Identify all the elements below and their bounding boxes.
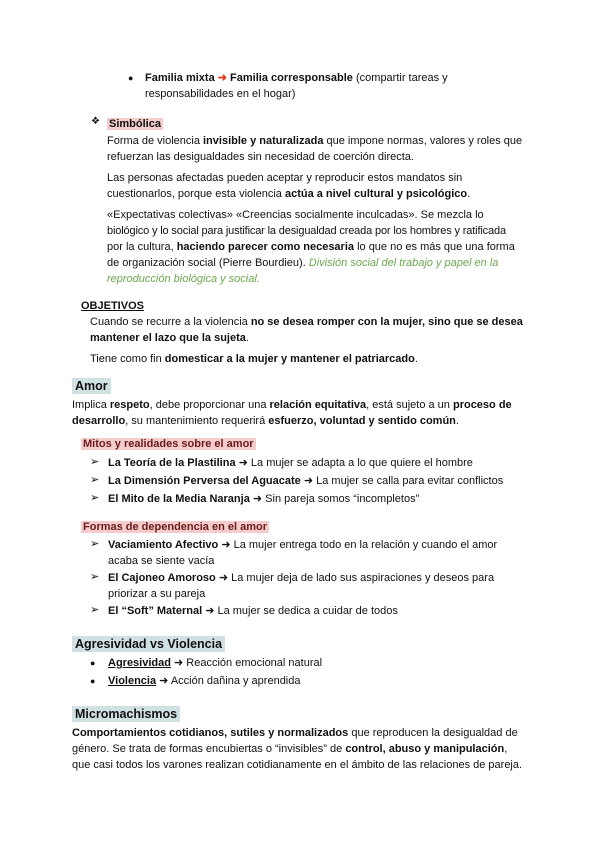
formas-item-2-line1 — [108, 570, 494, 586]
agresividad-item-1 — [108, 655, 322, 671]
text-run: La mujer se adapta a lo que quiere el hombre — [247, 457, 473, 469]
amor-heading — [72, 378, 111, 395]
bullet-dot-icon: ● — [90, 658, 96, 668]
bold-run: Agresividad — [108, 657, 171, 669]
bold-run: invisible y naturalizada — [203, 135, 324, 147]
familia-bold-a: Familia mixta — [145, 72, 215, 84]
bullet-dot-icon: ● — [128, 73, 134, 83]
text-run: Forma de violencia — [107, 135, 203, 147]
text-run: Implica — [72, 399, 110, 411]
simbolica-heading — [107, 116, 163, 132]
bold-run: Comportamientos cotidianos, sutiles y normalizados — [72, 727, 349, 739]
text-run: por la cultura, — [107, 241, 177, 253]
bold-run: esfuerzo, voluntad y sentido común — [268, 415, 456, 427]
agresividad-heading — [72, 636, 225, 653]
text-run: de organización social (Pierre Bourdieu). — [107, 257, 309, 269]
text-run: , su mantenimiento requerirá — [125, 415, 269, 427]
micro-line2 — [72, 741, 507, 757]
text-run: que impone normas, valores y roles que — [323, 135, 523, 147]
formas-heading — [81, 519, 269, 535]
text-run: La mujer entrega todo en la relación y cuando el amor — [230, 539, 498, 551]
arrow-icon: ➜ — [159, 675, 169, 687]
bold-run: relación equitativa — [269, 399, 367, 411]
red-arrow-icon: ➜ — [217, 72, 227, 84]
bold-run: La Dimensión Perversa del Aguacate — [108, 475, 301, 487]
simbolica-p3-line5: reproducción biológica y social. — [107, 273, 260, 285]
objetivos-p2 — [90, 351, 418, 367]
amor-title: Amor — [72, 378, 111, 394]
formas-item-1-line2: acaba se siente vacía — [108, 555, 215, 567]
text-run: , está sujeto a un — [366, 399, 453, 411]
familia-line1 — [145, 70, 448, 86]
bold-run: El Cajoneo Amoroso — [108, 572, 216, 584]
bold-run: La Teoría de la Plastilina — [108, 457, 236, 469]
simbolica-p2-line2 — [107, 186, 470, 202]
text-run: Cuando se recurre a la violencia — [90, 316, 251, 328]
mitos-item-1 — [108, 455, 473, 471]
bold-run: actúa a nivel cultural y psicológico — [284, 188, 468, 200]
micro-title: Micromachismos — [72, 706, 180, 722]
arrow-icon: ➜ — [252, 493, 263, 505]
text-run: género. Se trata de formas encubiertas o “invisibles” de — [72, 743, 346, 755]
text-run: cuestionarlos, porque esta violencia — [107, 188, 285, 200]
text-run: Acción dañina y aprendida — [168, 675, 301, 687]
arrow-icon: ➜ — [221, 539, 231, 551]
mitos-title: Mitos y realidades sobre el amor — [83, 438, 254, 450]
arrow-icon: ➜ — [174, 657, 184, 669]
micro-line3: que casi todos los varones realizan cotidianamente en el ámbito de las relaciones de pareja. — [72, 759, 523, 771]
text-run: . — [245, 332, 249, 344]
arrowhead-bullet-icon: ➢ — [90, 456, 100, 468]
bold-run: El Mito de la Media Naranja — [108, 493, 250, 505]
bold-run: El “Soft” Maternal — [108, 605, 203, 617]
text-run: Sin pareja somos “incompletos” — [262, 493, 420, 505]
arrow-icon: ➜ — [238, 457, 248, 469]
arrow-icon: ➜ — [205, 605, 215, 617]
amor-p-line1 — [72, 397, 512, 413]
simbolica-title: Simbólica — [109, 118, 161, 130]
bold-run: haciendo parecer como necesaria — [176, 241, 355, 253]
simbolica-p3-line4 — [107, 255, 498, 271]
agresividad-item-2 — [108, 673, 301, 689]
text-run: . — [467, 188, 471, 200]
diamond-bullet-icon: ❖ — [91, 116, 100, 127]
text-run: . — [414, 353, 418, 365]
mitos-item-3 — [108, 491, 419, 507]
mitos-item-2 — [108, 473, 503, 489]
bold-run: domesticar a la mujer y mantener el patriarcado — [164, 353, 415, 365]
familia-rest: (compartir tareas y — [352, 72, 448, 84]
text-run: . — [455, 415, 459, 427]
formas-title: Formas de dependencia en el amor — [83, 521, 268, 533]
objetivos-heading — [81, 298, 144, 314]
arrowhead-bullet-icon: ➢ — [90, 538, 100, 550]
bold-run: control, abuso y manipulación — [345, 743, 505, 755]
objetivos-title: OBJETIVOS — [81, 300, 144, 312]
familia-bold-b: Familia corresponsable — [230, 72, 353, 84]
familia-line2: responsabilidades en el hogar) — [145, 88, 296, 100]
bold-run: desarrollo — [72, 415, 126, 427]
simbolica-p1-line1 — [107, 133, 522, 149]
arrow-icon: ➜ — [303, 475, 314, 487]
objetivos-p1-line1 — [90, 314, 523, 330]
arrowhead-bullet-icon: ➢ — [90, 604, 100, 616]
text-run: La mujer deja de lado sus aspiraciones y deseos para — [228, 572, 495, 584]
simbolica-p2-line1: Las personas afectadas pueden aceptar y reproducir estos mandatos sin — [107, 172, 463, 184]
micro-line1 — [72, 725, 518, 741]
bold-run: Violencia — [108, 675, 157, 687]
simbolica-p3-line2: biológico y lo social para justificar la desigualdad creada por los hombres y ratificada — [107, 225, 506, 237]
bullet-dot-icon: ● — [90, 676, 96, 686]
bold-run: mantener el lazo que la sujeta — [90, 332, 246, 344]
mitos-heading — [81, 436, 256, 452]
objetivos-p1-line2 — [90, 330, 249, 346]
formas-item-3 — [108, 603, 398, 619]
text-run: La mujer se dedica a cuidar de todos — [214, 605, 398, 617]
arrowhead-bullet-icon: ➢ — [90, 571, 100, 583]
amor-p-line2 — [72, 413, 459, 429]
agresividad-title: Agresividad vs Violencia — [72, 636, 225, 652]
micro-heading — [72, 706, 180, 723]
arrowhead-bullet-icon: ➢ — [90, 492, 100, 504]
text-run: que reproducen la desigualdad de — [348, 727, 518, 739]
bold-run: respeto — [109, 399, 150, 411]
bold-run: Vaciamiento Afectivo — [108, 539, 219, 551]
text-run: , debe proporcionar una — [149, 399, 270, 411]
text-run: , — [504, 743, 508, 755]
arrow-icon: ➜ — [218, 572, 229, 584]
text-run: lo que no es más que una forma — [354, 241, 515, 253]
bold-run: proceso de — [452, 399, 512, 411]
text-run: La mujer se calla para evitar conflictos — [313, 475, 504, 487]
arrowhead-bullet-icon: ➢ — [90, 474, 100, 486]
simbolica-p1-line2: refuerzan las desigualdades sin necesidad de coerción directa. — [107, 151, 414, 163]
bold-run: no se desea romper con la mujer, sino que se desea — [250, 316, 523, 328]
formas-item-2-line2: priorizar a su pareja — [108, 588, 206, 600]
formas-item-1-line1 — [108, 537, 497, 553]
green-italic-run: División social del trabajo y papel en la — [308, 257, 499, 269]
simbolica-p3-line3 — [107, 239, 515, 255]
simbolica-p3-line1: «Expectativas colectivas» «Creencias socialmente inculcadas». Se mezcla lo — [107, 209, 484, 221]
text-run: Reacción emocional natural — [183, 657, 323, 669]
text-run: Tiene como fin — [90, 353, 165, 365]
